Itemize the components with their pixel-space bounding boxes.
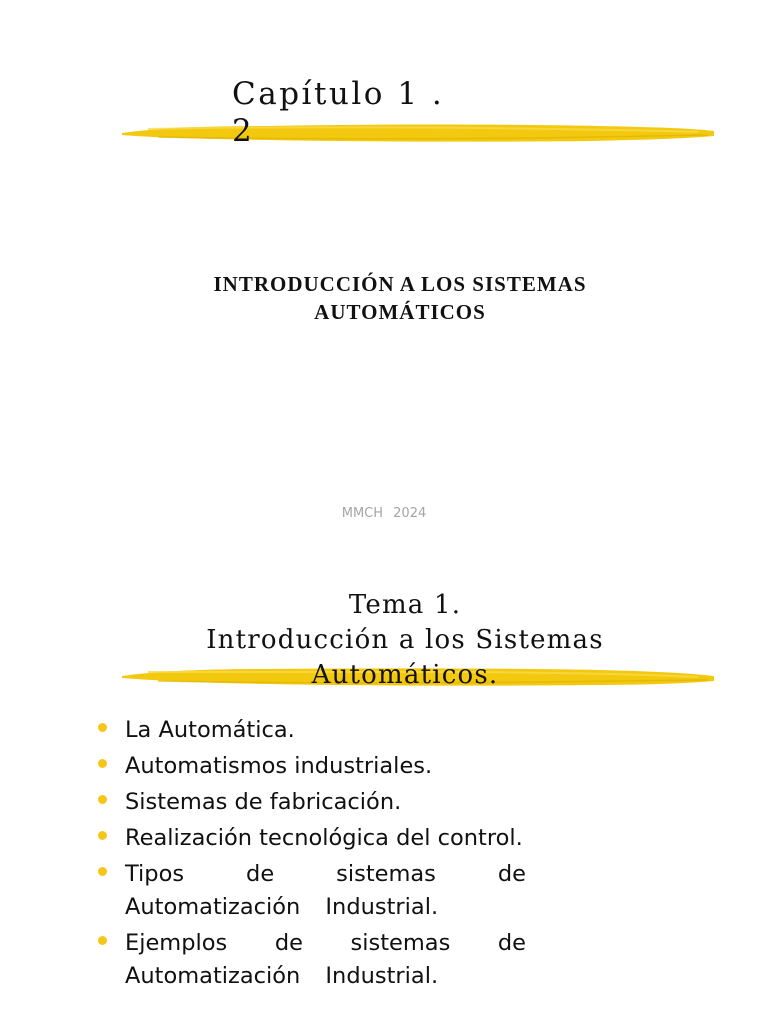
topic-bullet-list — [96, 714, 526, 996]
bullet-dot-icon — [98, 795, 107, 804]
topic-title-line1: Tema 1. — [348, 590, 462, 620]
footer-note: MMCH 2024 — [341, 506, 427, 521]
bullet-dot-icon — [98, 759, 107, 768]
topic-title — [130, 588, 680, 693]
list-item: Automatismos industriales. — [96, 750, 526, 783]
topic-title-line3: Automáticos. — [311, 660, 499, 690]
intro-heading-line1: INTRODUCCIÓN A LOS SISTEMAS — [213, 272, 587, 296]
bullet-dot-icon — [98, 936, 107, 945]
bullet-dot-icon — [98, 723, 107, 732]
list-item: Tipos de sistemas de Automatización Industrial. — [96, 858, 526, 924]
intro-heading — [150, 270, 650, 326]
list-item: Realización tecnológica del control. — [96, 822, 526, 855]
chapter-title: Capítulo 1 . 2 — [232, 76, 445, 149]
bullet-dot-icon — [98, 831, 107, 840]
slide-topic-outline — [0, 512, 768, 1024]
list-item: La Automática. — [96, 714, 526, 747]
topic-title-line2: Introducción a los Sistemas — [206, 625, 604, 655]
list-item: Sistemas de fabricación. — [96, 786, 526, 819]
intro-heading-line2: AUTOMÁTICOS — [314, 300, 486, 324]
list-item: Ejemplos de sistemas de Automatización Industrial. — [96, 927, 526, 993]
bullet-dot-icon — [98, 867, 107, 876]
